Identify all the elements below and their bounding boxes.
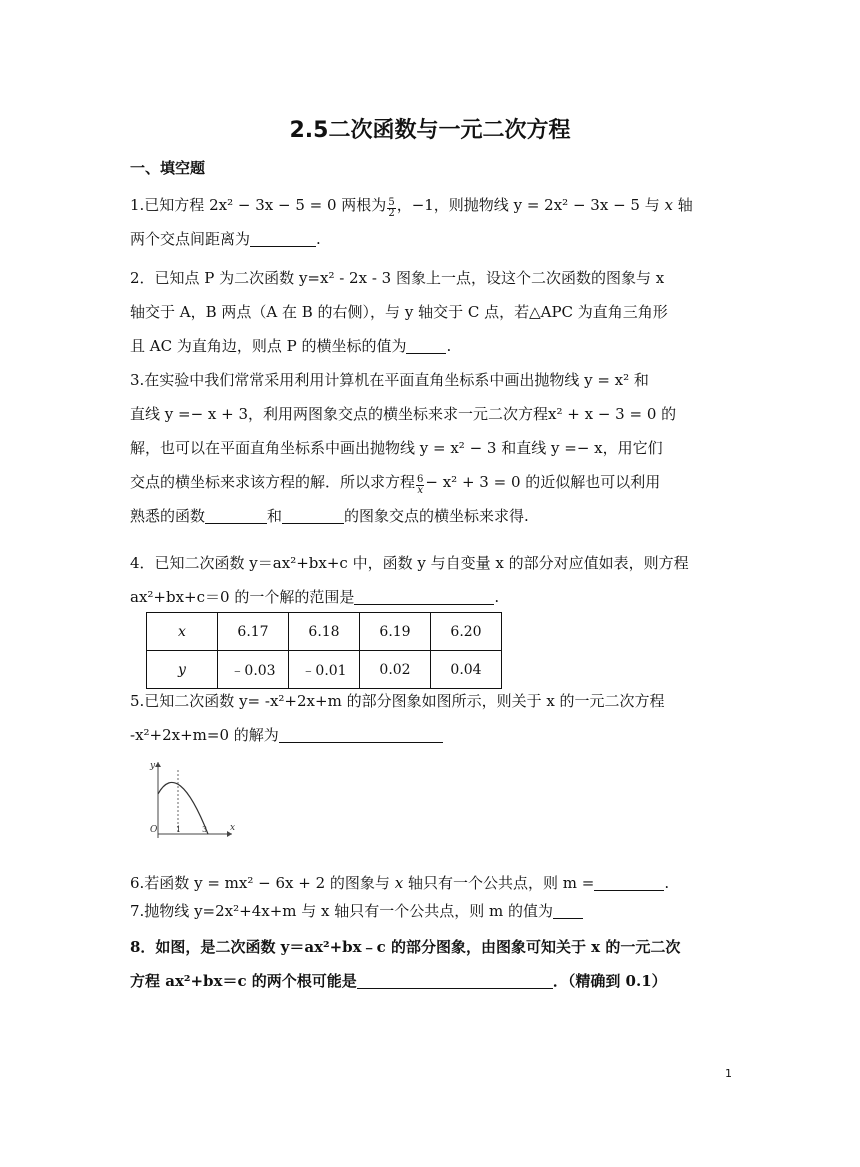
q4-line2: ax²+bx+c＝0 的一个解的范围是 [130,588,355,606]
table-cell: 6.19 [360,613,431,651]
q3-line2: 直线 y =− x + 3，利用两图象交点的横坐标来求一元二次方程x² + x − 3 = 0 的 [130,405,677,423]
q8-line2a: 方程 ax²+bx＝c 的两个根可能是 [130,972,357,990]
q1-frac-num: 5 [388,197,395,208]
graph-x-label: x [230,823,236,833]
q1-var-x: x [664,196,673,214]
parabola-graph [144,758,236,842]
answer-blank[interactable] [406,337,446,354]
table-cell: 0.04 [431,651,502,689]
question-3 [130,363,730,533]
table-cell: 0.02 [360,651,431,689]
answer-blank[interactable] [279,726,443,743]
question-1 [130,188,730,256]
q6-end: . [664,874,670,892]
q3-line5b: 和 [267,507,283,525]
q2-line2: 轴交于 A，B 两点（A 在 B 的右侧），与 y 轴交于 C 点，若△APC 为直角三角形 [130,303,668,321]
answer-blank[interactable] [357,972,553,989]
table-cell: 6.20 [431,613,502,651]
answer-blank[interactable] [282,507,344,524]
q1-end: . [316,230,321,248]
table-row [147,651,502,689]
table-cell: 6.17 [218,613,289,651]
q3-line4a: 交点的横坐标来求该方程的解．所以求方程 [130,473,416,491]
q1-text-c: ，−1，则抛物线 [396,196,509,214]
q8-line1: 8．如图，是二次函数 y＝ax²+bx﹣c 的部分图象，由图象可知关于 x 的一元二次 [130,938,681,956]
q2-end: . [446,337,452,355]
q3-line3: 解，也可以在平面直角坐标系中画出抛物线 y = x² − 3 和直线 y =− x，用它们 [130,439,663,457]
q3-line1: 3.在实验中我们常常采用利用计算机在平面直角坐标系中画出抛物线 y = x² 和 [130,371,649,389]
q5-line1: 5.已知二次函数 y= -x²+2x+m 的部分图象如图所示，则关于 x 的一元二次方程 [130,692,665,710]
graph-y-label: y [150,761,156,771]
graph-origin: O [150,825,158,835]
table-cell [147,613,218,651]
page-title: 2.5二次函数与一元二次方程 [289,118,571,143]
q6-var-x: x [394,874,404,892]
q1-frac-den: 2 [388,208,395,219]
question-5 [130,684,730,752]
q4-end: . [494,588,500,606]
question-4 [130,546,730,614]
q3-line4b: − x² + 3 = 0 的近似解也可以利用 [425,473,661,491]
page-number: 1 [725,1067,732,1080]
q8-line2b: ．（精确到 0.1） [552,972,667,990]
answer-blank[interactable] [594,874,664,891]
q2-line3: 且 AC 为直角边，则点 P 的横坐标的值为 [130,337,407,355]
answer-blank[interactable] [205,507,267,524]
q3-line5c: 的图象交点的横坐标来求得. [344,507,529,525]
question-2 [130,261,730,363]
q6-m: m = [562,874,595,892]
cell-text: y [178,661,186,678]
answer-blank[interactable] [250,230,316,247]
table-cell: 6.18 [289,613,360,651]
graph-tick-3: 3 [202,825,208,834]
q3-frac-num: 6 [417,474,424,485]
q1-text-e: 轴 [677,196,693,214]
q6-equation: y = mx² − 6x + 2 [194,874,326,892]
graph-tick-1: 1 [176,825,182,834]
q3-fraction [416,475,424,496]
question-7 [130,894,730,928]
q3-frac-den: x [417,485,424,496]
q6-text-a: 6.若函数 [130,874,190,892]
q1-text-a: 1.已知方程 [130,196,205,214]
value-table [146,612,502,689]
q1-equation: 2x² − 3x − 5 = 0 [209,196,337,214]
table-cell: ﹣0.03 [218,651,289,689]
answer-blank[interactable] [553,902,583,919]
q7-text: 7.抛物线 y=2x²+4x+m 与 x 轴只有一个公共点，则 m 的值为 [130,902,554,920]
answer-blank[interactable] [354,588,494,605]
cell-text: x [178,623,186,640]
q1-text-b: 两根为 [341,196,387,214]
q4-line1: 4．已知二次函数 y＝ax²+bx+c 中，函数 y 与自变量 x 的部分对应值如表，则方程 [130,554,689,572]
q1-fraction [387,198,395,219]
table-row [147,613,502,651]
q5-line2: -x²+2x+m=0 的解为 [130,726,279,744]
q3-line5a: 熟悉的函数 [130,507,206,525]
section-heading: 一、填空题 [130,159,206,177]
q1-text-d: 与 [644,196,660,214]
q1-line2: 两个交点间距离为 [130,230,251,248]
q1-parabola: y = 2x² − 3x − 5 [513,196,640,214]
q2-line1: 2．已知点 P 为二次函数 y=x² ‑ 2x ‑ 3 图象上一点，设这个二次函数的图象与 x [130,269,665,287]
table-cell [147,651,218,689]
question-8 [130,930,730,998]
q6-text-b: 的图象与 [329,874,390,892]
q6-text-c: 轴只有一个公共点，则 [407,874,558,892]
table-cell: ﹣0.01 [289,651,360,689]
